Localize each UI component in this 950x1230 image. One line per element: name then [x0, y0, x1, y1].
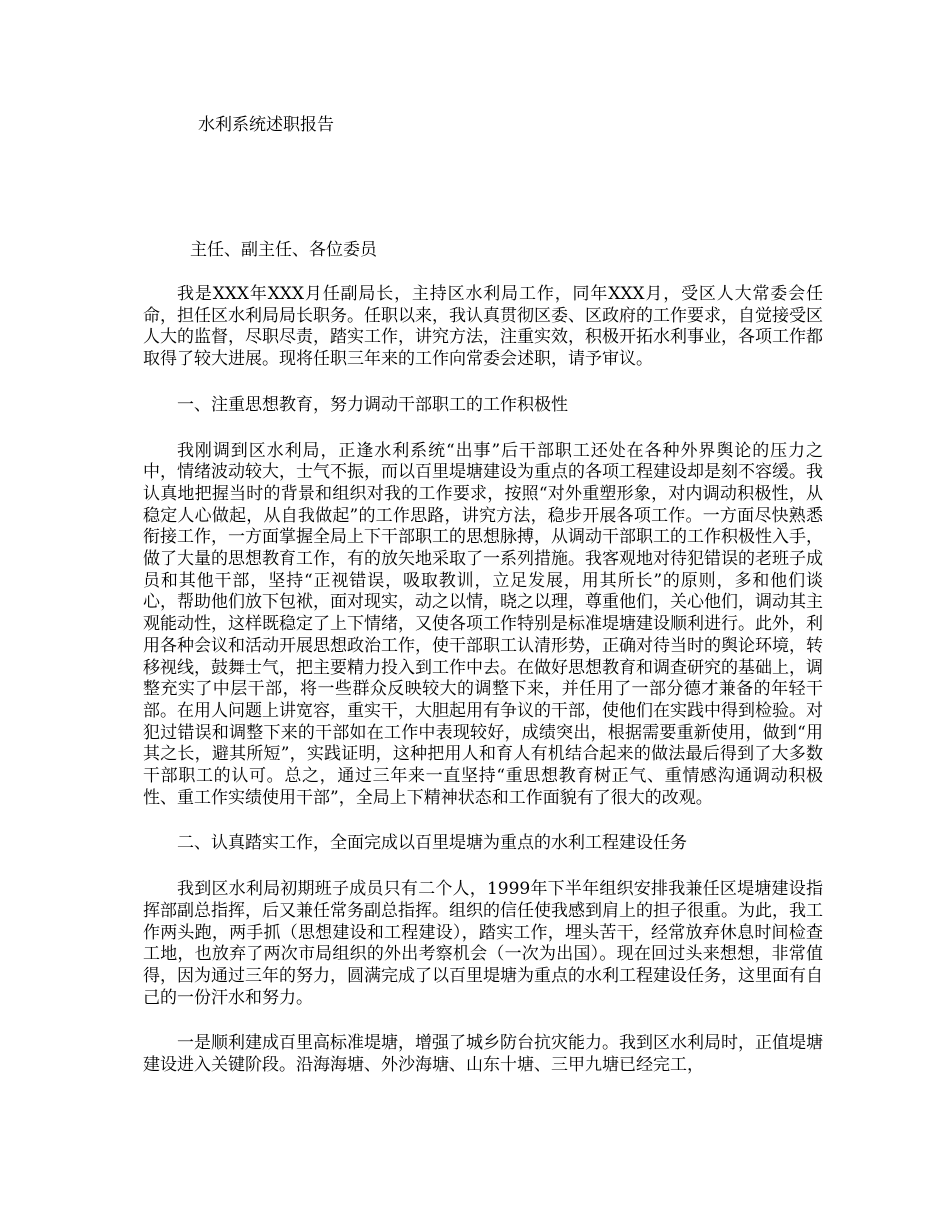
- section-2-paragraph: 我到区水利局初期班子成员只有二个人，1999年下半年组织安排我兼任区堤塘建设指挥部副总指挥，后又兼任常务副总指挥。组织的信任使我感到肩上的担子很重。为此，我工作两头跑，两手抓（思想建设和工程建设），踏实工作，埋头苦干，经常放弃休息时间检查工地，也放弃了两次市局组织的外出考察机会（一次为出国）。现在回过头来想想，非常值得，因为通过三年的努力，圆满完成了以百里堤塘为重点的水利工程建设任务，这里面有自己的一份汗水和努力。: [143, 879, 823, 1008]
- section-heading-2: 二、认真踏实工作，全面完成以百里堤塘为重点的水利工程建设任务: [177, 833, 687, 854]
- section-2-item-1-paragraph: 一是顺利建成百里高标准堤塘，增强了城乡防台抗灾能力。我到区水利局时，正值堤塘建设进入关键阶段。沿海海塘、外沙海塘、山东十塘、三甲九塘已经完工，: [143, 1033, 823, 1076]
- section-1-paragraph: 我刚调到区水利局，正逢水利系统“出事”后干部职工还处在各种外界舆论的压力之中，情绪波动较大，士气不振，而以百里堤塘建设为重点的各项工程建设却是刻不容缓。我认真地把握当时的背景和组织对我的工作要求，按照“对外重塑形象，对内调动积极性，从稳定人心做起，从自我做起”的工作思路，讲究方法，稳步开展各项工作。一方面尽快熟悉衔接工作，一方面掌握全局上下干部职工的思想脉搏，从调动干部职工的工作积极性入手，做了大量的思想教育工作，有的放矢地采取了一系列措施。我客观地对待犯错误的老班子成员和其他干部，坚持“正视错误，吸取教训，立足发展，用其所长”的原则，多和他们谈心，帮助他们放下包袱，面对现实，动之以情，晓之以理，尊重他们，关心他们，调动其主观能动性，这样既稳定了上下情绪，又使各项工作特别是标准堤塘建设顺利进行。此外，利用各种会议和活动开展思想政治工作，使干部职工认清形势，正确对待当时的舆论环境，转移视线，鼓舞士气，把主要精力投入到工作中去。在做好思想教育和调查研究的基础上，调整充实了中层干部，将一些群众反映较大的调整下来，并任用了一部分德才兼备的年轻干部。在用人问题上讲宽容，重实干，大胆起用有争议的干部，使他们在实践中得到检验。对犯过错误和调整下来的干部如在工作中表现较好，成绩突出，根据需要重新使用，做到“用其之长，避其所短”，实践证明，这种把用人和育人有机结合起来的做法最后得到了大多数干部职工的认可。总之，通过三年来一直坚持“重思想教育树正气、重情感沟通调动积极性、重工作实绩使用干部”，全局上下精神状态和工作面貌有了很大的改观。: [143, 440, 823, 808]
- section-heading-1: 一、注重思想教育，努力调动干部职工的工作积极性: [177, 394, 568, 415]
- intro-paragraph: 我是XXX年XXX月任副局长，主持区水利局工作，同年XXX月，受区人大常委会任命，担任区水利局局长职务。任职以来，我认真贯彻区委、区政府的工作要求，自觉接受区人大的监督，尽职尽责，踏实工作，讲究方法，注重实效，积极开拓水利事业，各项工作都取得了较大进展。现将任职三年来的工作向常委会述职，请予审议。: [143, 284, 823, 370]
- document-body: [143, 284, 823, 1101]
- salutation: 主任、副主任、各位委员: [190, 240, 377, 260]
- document-title: 水利系统述职报告: [198, 115, 334, 135]
